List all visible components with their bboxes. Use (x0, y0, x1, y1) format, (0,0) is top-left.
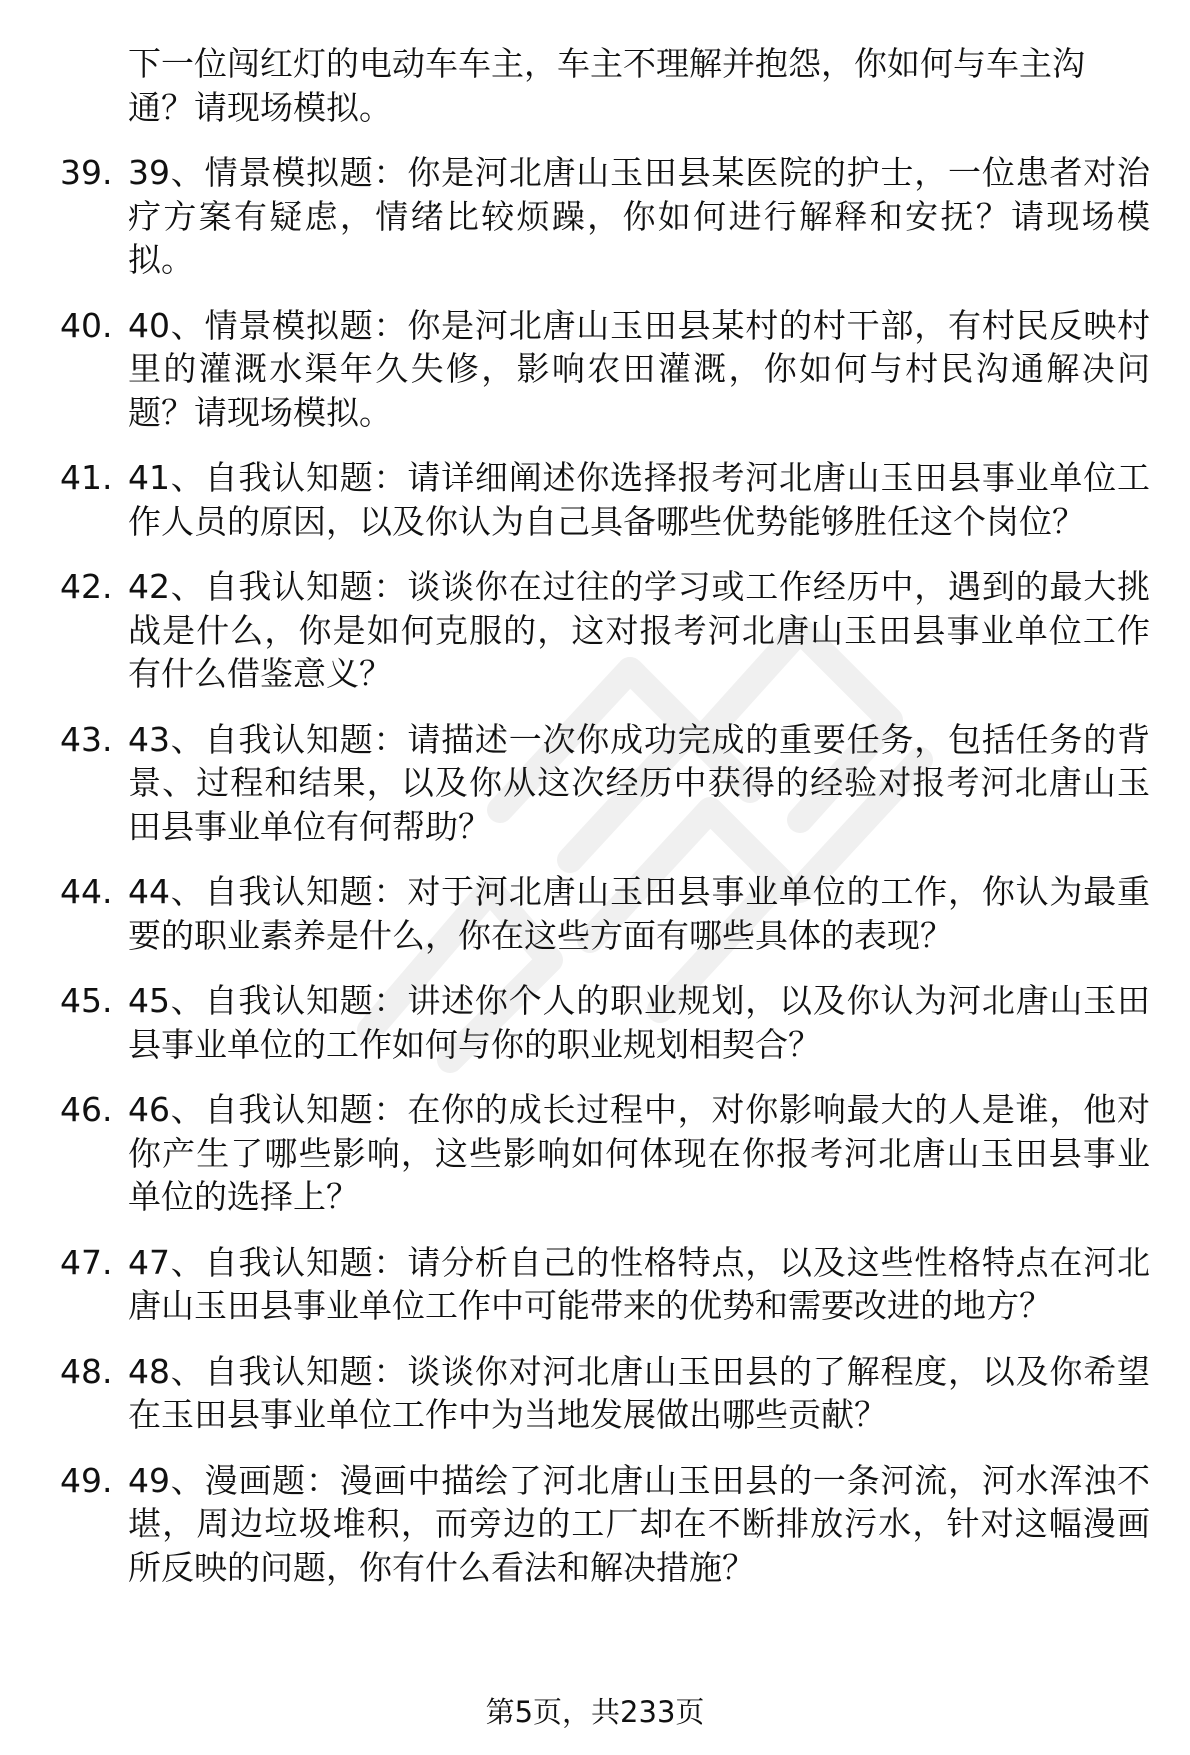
question-item (60, 151, 1150, 282)
question-text: 48、自我认知题：谈谈你对河北唐山玉田县的了解程度，以及你希望在玉田县事业单位工作中为当地发展做出哪些贡献？ (128, 1351, 1150, 1434)
question-number: 45. (60, 981, 113, 1020)
question-item (60, 304, 1150, 435)
question-list-container (60, 42, 1150, 1589)
question-text: 41、自我认知题：请详细阐述你选择报考河北唐山玉田县事业单位工作人员的原因，以及你认为自己具备哪些优势能够胜任这个岗位？ (128, 458, 1150, 541)
question-item (60, 718, 1150, 849)
question-text: 49、漫画题：漫画中描绘了河北唐山玉田县的一条河流，河水浑浊不堪，周边垃圾堆积，而旁边的工厂却在不断排放污水，针对这幅漫画所反映的问题，你有什么看法和解决措施？ (128, 1460, 1150, 1587)
question-text: 46、自我认知题：在你的成长过程中，对你影响最大的人是谁，他对你产生了哪些影响，这些影响如何体现在你报考河北唐山玉田县事业单位的选择上？ (128, 1090, 1150, 1216)
question-number: 46. (60, 1090, 113, 1129)
question-text: 40、情景模拟题：你是河北唐山玉田县某村的村干部，有村民反映村里的灌溉水渠年久失修，影响农田灌溉，你如何与村民沟通解决问题？请现场模拟。 (128, 305, 1150, 432)
continued-question-text: 下一位闯红灯的电动车车主，车主不理解并抱怨，你如何与车主沟通？请现场模拟。 (128, 44, 1085, 127)
question-text: 43、自我认知题：请描述一次你成功完成的重要任务，包括任务的背景、过程和结果，以及你从这次经历中获得的经验对报考河北唐山玉田县事业单位有何帮助？ (128, 719, 1150, 846)
question-number: 44. (60, 872, 113, 911)
question-item (60, 1350, 1150, 1437)
question-list (60, 151, 1150, 1589)
question-item (60, 979, 1150, 1066)
question-item (60, 1241, 1150, 1328)
question-text: 42、自我认知题：谈谈你在过往的学习或工作经历中，遇到的最大挑战是什么，你是如何克服的，这对报考河北唐山玉田县事业单位工作有什么借鉴意义？ (128, 567, 1150, 693)
question-text: 44、自我认知题：对于河北唐山玉田县事业单位的工作，你认为最重要的职业素养是什么，你在这些方面有哪些具体的表现？ (128, 872, 1150, 955)
question-number: 47. (60, 1242, 113, 1282)
question-number: 39. (60, 153, 113, 192)
question-text: 45、自我认知题：讲述你个人的职业规划，以及你认为河北唐山玉田县事业单位的工作如何与你的职业规划相契合？ (128, 981, 1150, 1064)
question-number: 41. (60, 458, 113, 497)
question-item (60, 456, 1150, 543)
question-number: 49. (60, 1460, 113, 1500)
question-number: 48. (60, 1351, 113, 1391)
question-item (60, 1088, 1150, 1219)
question-item (60, 1459, 1150, 1590)
question-number: 42. (60, 567, 113, 606)
question-item (60, 565, 1150, 696)
question-number: 43. (60, 719, 113, 759)
question-text: 39、情景模拟题：你是河北唐山玉田县某医院的护士，一位患者对治疗方案有疑虑，情绪比较烦躁，你如何进行解释和安抚？请现场模拟。 (128, 153, 1150, 279)
question-number: 40. (60, 305, 113, 345)
page-footer: 第5页，共233页 (485, 1695, 705, 1729)
question-text: 47、自我认知题：请分析自己的性格特点，以及这些性格特点在河北唐山玉田县事业单位工作中可能带来的优势和需要改进的地方？ (128, 1242, 1150, 1325)
question-item (60, 870, 1150, 957)
